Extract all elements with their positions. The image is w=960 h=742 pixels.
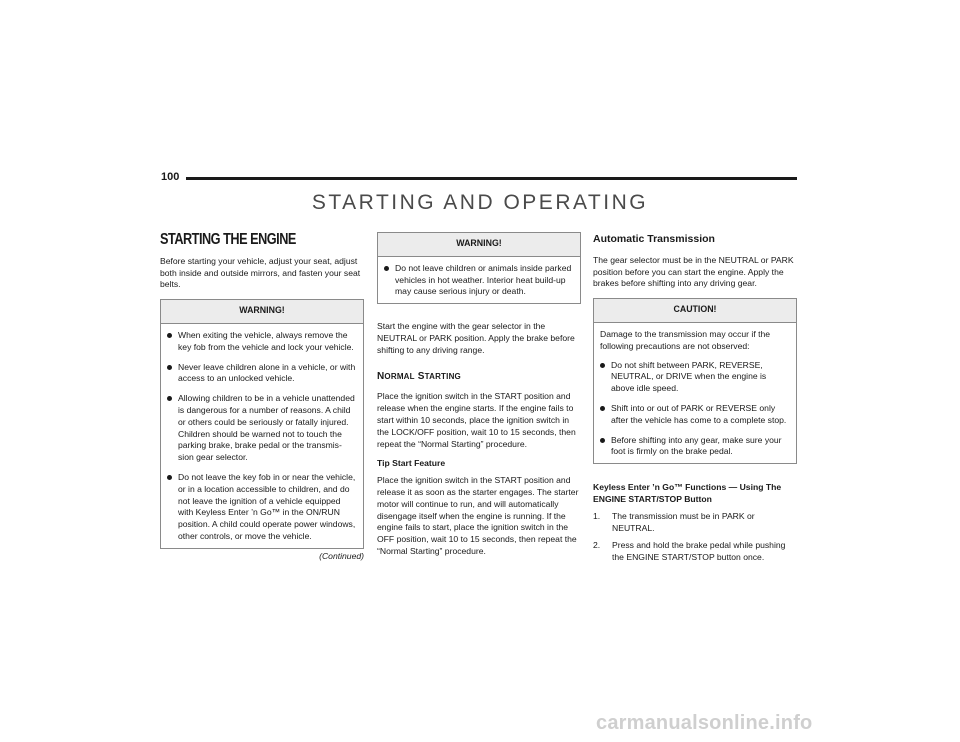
bullet-icon <box>600 406 605 411</box>
step-item: 1. The transmission must be in PARK or NEUTRAL. <box>593 510 755 533</box>
warning-box-continued <box>377 232 581 304</box>
caution-item: Do not shift between PARK, REVERSE, NEUTRAL, or DRIVE when the engine is above idle speed. <box>600 360 790 395</box>
warning-box <box>160 299 364 549</box>
page-number: 100 <box>161 171 180 183</box>
warning-item: Allowing children to be in a vehicle unattended is dangerous for a number of reasons. A child or others could be seriously or fatally injured. Children should be warned not to touch the parking brake, brake pedal or the transmis-sion gear selector. <box>167 393 357 464</box>
column-3 <box>593 232 797 570</box>
normal-starting-paragraph: Place the ignition switch in the START position and release when the engine starts. If the engine fails to start within 10 seconds, place the ignition switch in the LOCK/OFF position, wait 10 to 15 seconds, then repeat the “Normal Starting” procedure. <box>377 391 576 449</box>
bullet-icon <box>600 438 605 443</box>
warning-item: Do not leave the key fob in or near the vehicle, or in a location accessible to children, and do not leave the ignition of a vehicle equipped with Keyless Enter ’n Go™ in the ON/RUN position. A child could operate power windows, other controls, or move the vehicle. <box>167 472 357 543</box>
bullet-icon <box>167 396 172 401</box>
automatic-transmission-heading: Automatic Transmission <box>593 233 715 245</box>
steps-list <box>593 511 797 564</box>
caution-title: CAUTION! <box>594 299 796 323</box>
continued-note: (Continued) <box>319 550 364 561</box>
warning-item: Never leave children alone in a vehicle, or with access to an unlocked vehicle. <box>167 362 357 386</box>
header-rule <box>186 177 797 180</box>
column-2 <box>377 232 581 566</box>
bullet-icon <box>167 475 172 480</box>
chapter-title: STARTING AND OPERATING <box>311 191 649 214</box>
gear-selector-paragraph: Start the engine with the gear selector in the NEUTRAL or PARK position. Apply the brake before shifting to any driving range. <box>377 321 575 355</box>
normal-starting-heading: NORMAL STARTING <box>377 370 461 382</box>
warning-item: Do not leave children or animals inside parked vehicles in hot weather. Interior heat build-up may cause serious injury or death. <box>384 263 574 298</box>
intro-paragraph: Before starting your vehicle, adjust your seat, adjust both inside and outside mirrors, and fasten your seat belts. <box>160 255 361 290</box>
bullet-icon <box>167 365 172 370</box>
tip-start-paragraph: Place the ignition switch in the START position and release it as soon as the starter engages. The starter motor will continue to run, and will automatically disengage itself when the engine is running. If the engine fails to start, place the ignition switch in the OFF position, wait 10 to 15 seconds, then repeat the “Normal Starting” procedure. <box>377 475 579 556</box>
bullet-icon <box>600 363 605 368</box>
automatic-transmission-paragraph: The gear selector must be in the NEUTRAL or PARK position before you can start the engine. Apply the brakes before shifting into any driving gear. <box>593 254 794 289</box>
watermark: carmanualsonline.info <box>596 712 813 734</box>
keyless-heading: Keyless Enter ’n Go™ Functions — Using The ENGINE START/STOP Button <box>593 482 782 504</box>
bullet-icon <box>384 266 389 271</box>
warning-title: WARNING! <box>378 233 580 257</box>
caution-intro: Damage to the transmission may occur if the following precautions are not observed: <box>600 328 771 351</box>
step-item: 2. Press and hold the brake pedal while pushing the ENGINE START/STOP button once. <box>593 540 786 563</box>
warning-item: When exiting the vehicle, always remove the key fob from the vehicle and lock your vehicle. <box>167 330 357 354</box>
caution-item: Shift into or out of PARK or REVERSE only after the vehicle has come to a complete stop. <box>600 403 790 427</box>
caution-box <box>593 298 797 464</box>
section-heading: STARTING THE ENGINE <box>160 231 296 248</box>
caution-item: Before shifting into any gear, make sure your foot is firmly on the brake pedal. <box>600 435 790 459</box>
warning-title: WARNING! <box>161 300 363 324</box>
bullet-icon <box>167 333 172 338</box>
column-1 <box>160 232 364 563</box>
tip-start-heading: Tip Start Feature <box>377 458 446 469</box>
